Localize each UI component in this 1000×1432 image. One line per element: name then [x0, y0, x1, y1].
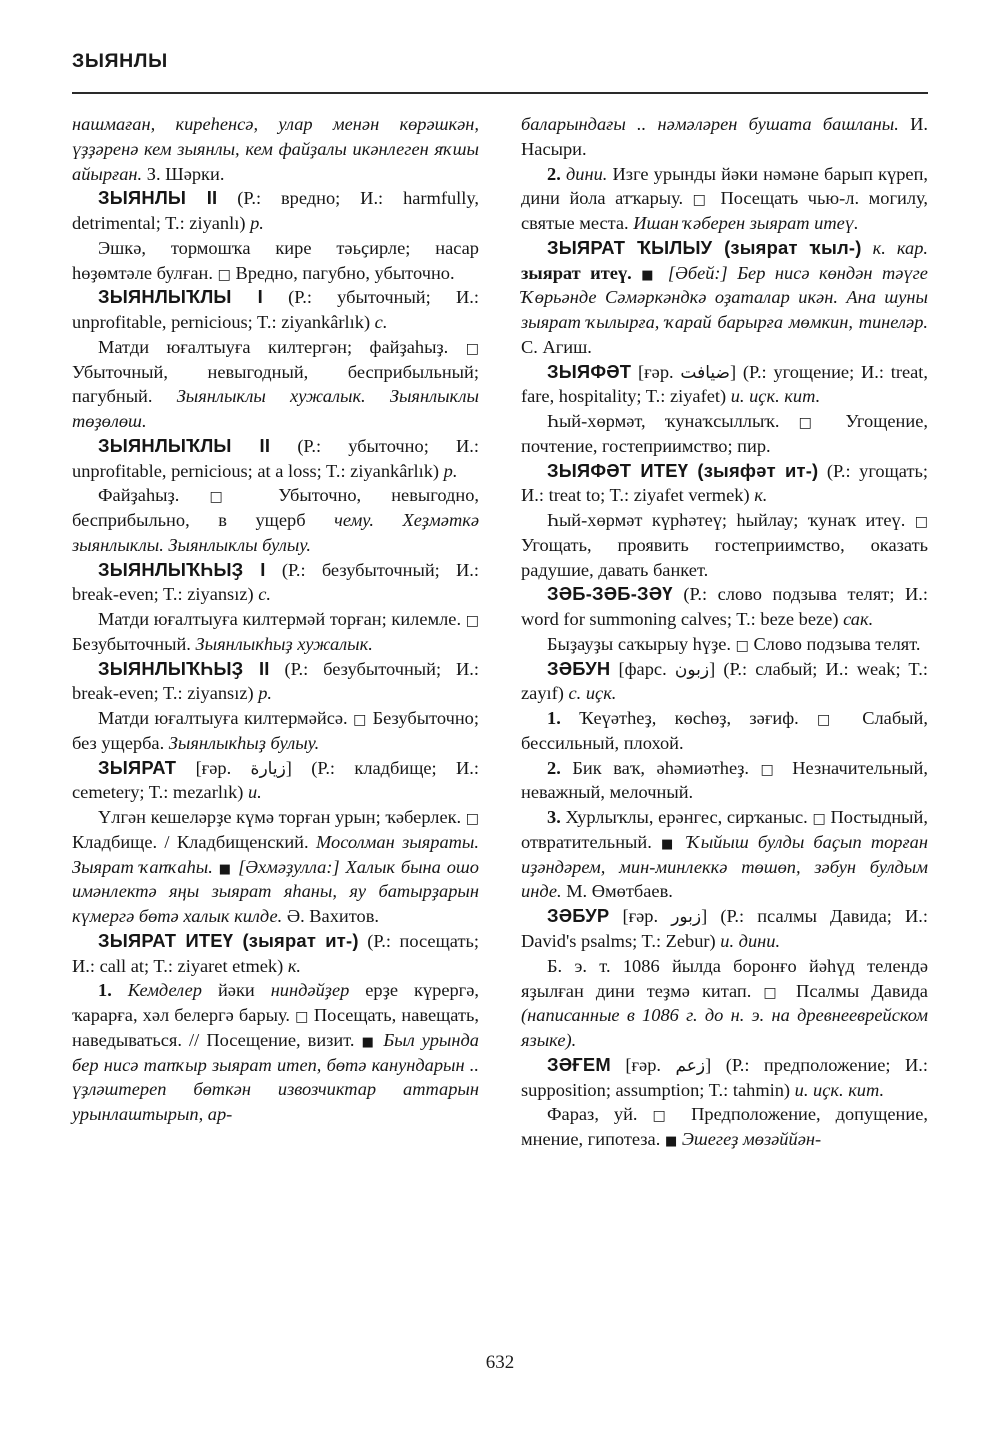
- sense-definition: Эшкә, тормошҡа кире тәьҫирле; насар һөҙөмтәле булған.: [72, 237, 479, 283]
- sense-translation: Предположение, допущение, мнение, гипотеза.: [521, 1104, 928, 1150]
- part-of-speech: и. дини.: [715, 931, 781, 952]
- gloss-parenthetical: (Р.: убыточно; И.: unprofitable, pernicious; at a loss; T.: ziyankârlık): [72, 435, 479, 481]
- gloss-parenthetical: (Р.: безубыточный; И.: break-even; T.: ziyansız): [72, 559, 479, 605]
- sense-translation: Безубыточно; без ущерба.: [72, 708, 479, 753]
- sense-number: 1.: [547, 708, 561, 729]
- entry-headword-line: [72, 285, 479, 335]
- entry-headword-line: [72, 434, 479, 484]
- entry-headword-line: [72, 657, 479, 707]
- etymology-close: ]: [285, 757, 292, 778]
- part-of-speech: p.: [253, 683, 272, 704]
- part-of-speech: c.: [370, 312, 388, 332]
- page-number: 632: [485, 1352, 515, 1373]
- entry-headword-line: [521, 236, 928, 360]
- sense-examples: Хеҙмәткә зыянлыклы. Зыянлыклы булыу.: [72, 510, 479, 555]
- sense-paragraph: [521, 954, 928, 1053]
- sense-translation: Псалмы Давида: [796, 980, 928, 1001]
- headword: ЗЫЯНЛЫҠЛЫ II: [98, 434, 271, 456]
- open-square-icon: □: [209, 489, 249, 506]
- sense-lead-italic: Кемделер: [111, 980, 203, 1001]
- etymology-arabic-script: زعم: [675, 1055, 706, 1076]
- running-head: ЗЫЯНЛЫ: [72, 50, 168, 72]
- entry-headword-line: [521, 459, 928, 509]
- sense-definition: Ҡеүәтһеҙ, көсһөҙ, зәғиф.: [560, 708, 799, 729]
- etymology-label: [фарс.: [618, 658, 667, 679]
- sense-translation: Угощать, проявить гостеприимство, оказать радушие, давать банкет.: [521, 534, 928, 580]
- entry-headword-line: [521, 360, 928, 410]
- part-of-speech: p.: [439, 460, 458, 481]
- sense-translation: Слово подзыва телят.: [753, 633, 921, 654]
- part-of-speech: к.: [872, 237, 886, 258]
- etymology-arabic-script: زبون: [674, 659, 710, 680]
- header-divider: [72, 92, 928, 94]
- left-column: [72, 112, 479, 1340]
- sense-definition: Изге урынды йәки нәмәне барып күреп, дини йола атҡарыу.: [521, 163, 929, 209]
- filled-square-icon: ■: [641, 267, 659, 283]
- sense-translation: Угощение, почтение, гостеприимство; пир.: [521, 411, 928, 456]
- sense-number: 2.: [547, 757, 561, 778]
- sense-domain-label: дини.: [560, 163, 608, 184]
- part-of-speech: к.: [749, 485, 768, 506]
- sense-definition: ерҙе күрергә, ҡарарға, хәл белергә барыу.: [72, 980, 479, 1026]
- etymology-arabic-script: زبور: [671, 907, 702, 928]
- gloss-parenthetical: (Р.: посещать; И.: call at; T.: ziyaret etmek): [72, 930, 479, 976]
- entry-headword-line: [521, 582, 928, 632]
- numbered-sense-paragraph: [521, 756, 928, 806]
- sense-translation: Убыточный, невыгодный, бесприбыльный; пагубный.: [72, 361, 479, 407]
- filled-square-icon: ■: [660, 836, 678, 852]
- headword: ЗӘБУН: [547, 657, 611, 679]
- citation-quote: [Әхмәҙулла:] Халык бына ошо имәнлектә яңы зыярат яһаны, яу батырҙарын күмергә бөтә халык килде.: [72, 856, 479, 927]
- continuation-quote: баларындағы .. нәмәләрен бушата башланы.: [521, 114, 899, 134]
- sense-paragraph: [72, 236, 479, 286]
- citation-attribution: Ә. Вахитов.: [282, 906, 380, 927]
- etymology-label: [ғәр.: [622, 906, 659, 927]
- numbered-sense-paragraph: [521, 706, 928, 756]
- sense-definition: Матди юғалтыуға килтермәйсә.: [98, 708, 348, 728]
- part-of-speech: c.: [253, 584, 271, 605]
- sense-definition: Матди юғалтыуға килтермәй торған; килемле.: [98, 609, 462, 629]
- gloss-parenthetical: (Р.: угощение; И.: treat, fare, hospitality; T.: ziyafet): [521, 361, 928, 407]
- gloss-parenthetical: (Р.: псалмы Давида; И.: David's psalms; T.: Zebur): [521, 906, 928, 952]
- etymology-label: [ғәр.: [625, 1054, 661, 1075]
- gloss-parenthetical: (Р.: предположение; И.: supposition; assumption; T.: tahmin): [521, 1054, 928, 1100]
- entry-headword-line: [72, 558, 479, 608]
- sense-paragraph: [72, 483, 479, 557]
- sense-definition: Б. э. т. 1086 йылда боронғо йәһүд телендә яҙылған дини теҙмә китап.: [521, 955, 928, 1001]
- headword: ЗЫЯРАТ: [98, 756, 177, 778]
- sense-examples: Зыянлыкһыҙ булыу.: [164, 732, 320, 753]
- gloss-parenthetical: (Р.: слово подзыва телят; И.: word for summoning calves; T.: beze beze): [521, 584, 928, 630]
- filled-square-icon: ■: [218, 861, 233, 877]
- entry-headword-line: [521, 1053, 928, 1103]
- sense-examples: Ишан ҡәберен зыярат итеү.: [628, 213, 859, 233]
- column-container: [72, 112, 928, 1340]
- etymology-close: ]: [701, 906, 708, 927]
- cross-reference-target: зыярат итеү.: [521, 262, 632, 283]
- sense-paragraph: [521, 1102, 928, 1152]
- open-square-icon: □: [914, 514, 928, 531]
- open-square-icon: □: [217, 266, 231, 283]
- filled-square-icon: ■: [664, 1134, 678, 1150]
- sense-definition: Хурлыҡлы, ерәнгес, сирҡаныс.: [560, 807, 808, 828]
- continuation-quote: нашмаған, киреһенсә, улар менән көрәшкән, үҙҙәренә кем зыянлы, кем файҙалы икәнлеген яҡшы айырған.: [72, 114, 479, 184]
- open-square-icon: □: [760, 761, 781, 778]
- citation-quote: Эшегеҙ мөзәййән-: [677, 1129, 822, 1150]
- page-header: [72, 50, 928, 84]
- open-square-icon: □: [465, 613, 479, 629]
- citation-attribution: М. Өмөтбаев.: [561, 881, 673, 902]
- headword: ЗЫЯНЛЫҠҺЫҘ I: [98, 558, 266, 580]
- etymology-close: ]: [730, 361, 737, 382]
- open-square-icon: □: [295, 1009, 309, 1026]
- part-of-speech: к.: [283, 955, 302, 976]
- entry-headword-line: [72, 756, 479, 806]
- sense-translation: Посещать, навещать, наведываться.: [72, 1005, 479, 1050]
- sense-definition: Һый-хөрмәт күрһәтеү; һыйлау; ҡунаҡ итеү.: [547, 510, 906, 531]
- citation-attribution: С. Агиш.: [521, 336, 592, 357]
- sense-translation: Безубыточный.: [72, 633, 191, 654]
- part-of-speech: и. иҫк. кит.: [726, 386, 821, 407]
- sense-translation: Посещать чью-л. могилу, святые места.: [521, 188, 928, 233]
- sense-paragraph: [72, 706, 479, 756]
- sense-translation: Постыдный, отвратительный.: [521, 807, 928, 852]
- sense-parenthetical-note: (написанные в 1086 г. до н. э. на древнееврейском языке).: [521, 1005, 928, 1051]
- open-square-icon: □: [465, 340, 479, 357]
- sense-mid: йәки: [202, 980, 271, 1001]
- government-note: чему.: [305, 510, 374, 530]
- continuation-attribution: З. Шәрки.: [142, 163, 225, 184]
- gloss-parenthetical: (Р.: безубыточный; И.: break-even; T.: ziyansız): [72, 658, 479, 704]
- sense-definition: Быҙауҙы саҡырыу һүҙе.: [547, 633, 732, 654]
- sense-italic-2: ниндәйҙер: [270, 980, 350, 1001]
- etymology-close: ]: [705, 1054, 712, 1075]
- open-square-icon: □: [353, 712, 368, 728]
- part-of-speech: сак.: [838, 609, 874, 630]
- open-square-icon: □: [817, 712, 844, 729]
- citation-quote: Ҡыйыш булды баҫып торған иҙәндәрем, мин-минлеккә төшөп, зәбун булдым инде.: [521, 831, 928, 902]
- etymology-label: [ғәр.: [638, 361, 674, 382]
- sense-paragraph: [521, 632, 928, 657]
- filled-square-icon: ■: [361, 1034, 377, 1050]
- continuation-attribution: И. Насыри.: [521, 114, 928, 159]
- open-square-icon: □: [798, 415, 827, 432]
- part-of-speech: c. иҫк.: [563, 683, 617, 704]
- open-square-icon: □: [812, 811, 826, 828]
- sense-paragraph: [521, 409, 928, 459]
- etymology-label: [ғәр.: [195, 757, 232, 778]
- headword: ЗЫЯНЛЫҠҺЫҘ II: [98, 657, 270, 679]
- headword: ЗЫЯНЛЫҠЛЫ I: [98, 286, 263, 308]
- sense-examples: Зыянлыкһыҙ хужалык.: [190, 633, 373, 654]
- cross-reference-label: кар.: [896, 237, 928, 258]
- sense-translation: Убыточно, невыгодно, бесприбыльно, в ущерб: [72, 485, 479, 530]
- gloss-parenthetical: (Р.: кладбище; И.: cemetery; T.: mezarlık): [72, 757, 479, 803]
- right-column: [521, 112, 928, 1340]
- sense-translation: Незначительный, неважный, мелочный.: [521, 757, 928, 803]
- open-square-icon: □: [735, 637, 749, 654]
- open-square-icon: □: [652, 1108, 677, 1125]
- etymology-close: ]: [709, 658, 716, 679]
- gloss-parenthetical: (Р.: угощать; И.: treat to; T.: ziyafet vermek): [521, 460, 928, 506]
- gloss-parenthetical: (Р.: убыточный; И.: unprofitable, pernicious; T.: ziyankârlık): [72, 287, 479, 332]
- entry-headword-line: [72, 929, 479, 979]
- part-of-speech: и. иҫк. кит.: [790, 1079, 885, 1100]
- sense-translation: Кладбище. / Кладбищенский.: [72, 831, 309, 852]
- continuation-paragraph: [521, 112, 928, 162]
- headword: ЗЫЯФӘТ ИТЕҮ (зыяфәт ит-): [547, 459, 819, 481]
- sense-number: 2.: [547, 163, 561, 184]
- headword: ЗЫЯРАТ ҠЫЛЫУ (зыярат ҡыл-): [547, 236, 862, 258]
- sense-definition: Матди юғалтыуға килтергән; файҙаһыҙ.: [98, 336, 449, 357]
- numbered-sense-paragraph: [72, 978, 479, 1127]
- numbered-sense-paragraph: [521, 162, 928, 236]
- sense-translation-2: Посещение, визит.: [206, 1029, 355, 1050]
- sense-paragraph: [72, 607, 479, 657]
- sense-definition: Файҙаһыҙ.: [98, 485, 180, 506]
- citation-quote: [Әбей:] Бер нисә көндән тәүге Ҡөрьәнде Сәмәркәндкә оҙаталар икән. Ана шуны зыярат ҡылырға, ҡарай барырға мөмкин, тинеләр.: [521, 262, 928, 332]
- sense-paragraph: [72, 335, 479, 434]
- etymology-arabic-script: ضيافت: [680, 362, 730, 383]
- headword: ЗӘБ-ЗӘБ-ЗӘҮ: [547, 583, 673, 605]
- sense-examples: Зыянлыклы хужалык. Зыянлыклы төҙөлөш.: [72, 386, 479, 431]
- sense-definition: Үлгән кешеләрҙе күмә торған урын; ҡәберлек.: [98, 807, 462, 828]
- headword: ЗЫЯФӘТ: [547, 360, 632, 382]
- part-of-speech: p.: [245, 213, 264, 233]
- headword: ЗӘҒЕМ: [547, 1053, 611, 1075]
- open-square-icon: □: [465, 811, 479, 828]
- sense-translation: Слабый, бессильный, плохой.: [521, 708, 928, 753]
- sense-paragraph: [521, 508, 928, 582]
- headword: ЗӘБУР: [547, 905, 610, 927]
- continuation-paragraph: [72, 112, 479, 186]
- sense-number: 3.: [547, 807, 561, 828]
- gloss-parenthetical: (Р.: слабый; И.: weak; T.: zayıf): [521, 658, 928, 704]
- sense-number: 1.: [98, 980, 112, 1001]
- numbered-sense-paragraph: [521, 805, 928, 904]
- double-slash-separator: //: [181, 1029, 207, 1050]
- etymology-arabic-script: زيارة: [250, 758, 286, 779]
- open-square-icon: □: [692, 192, 711, 209]
- entry-headword-line: [521, 904, 928, 954]
- sense-translation: Вредно, пагубно, убыточно.: [235, 262, 455, 283]
- sense-definition: Фараз, уй.: [547, 1104, 638, 1125]
- part-of-speech: и.: [243, 782, 262, 803]
- sense-examples: Мосолман зыяраты. Зыярат ҡапҡаһы.: [72, 831, 479, 877]
- gloss-parenthetical: (Р.: вредно; И.: harmfully, detrimental; T.: ziyanlı): [72, 188, 479, 233]
- entry-headword-line: [72, 186, 479, 236]
- sense-definition: Бик ваҡ, әһәмиәтһеҙ.: [560, 757, 749, 778]
- headword: ЗЫЯРАТ ИТЕҮ (зыярат ит-): [98, 929, 359, 951]
- citation-quote: Был урында бер нисә тапҡыр зыярат итеп, бөтә канундарын .. үҙләштереп бөткән извозчиктар аттарын урынлаштырып, ар-: [72, 1029, 479, 1125]
- open-square-icon: □: [763, 984, 785, 1001]
- entry-headword-line: [521, 657, 928, 707]
- sense-paragraph: [72, 805, 479, 929]
- headword: ЗЫЯНЛЫ II: [98, 187, 218, 209]
- sense-definition: Һый-хөрмәт, ҡунаҡсыллыҡ.: [547, 411, 780, 432]
